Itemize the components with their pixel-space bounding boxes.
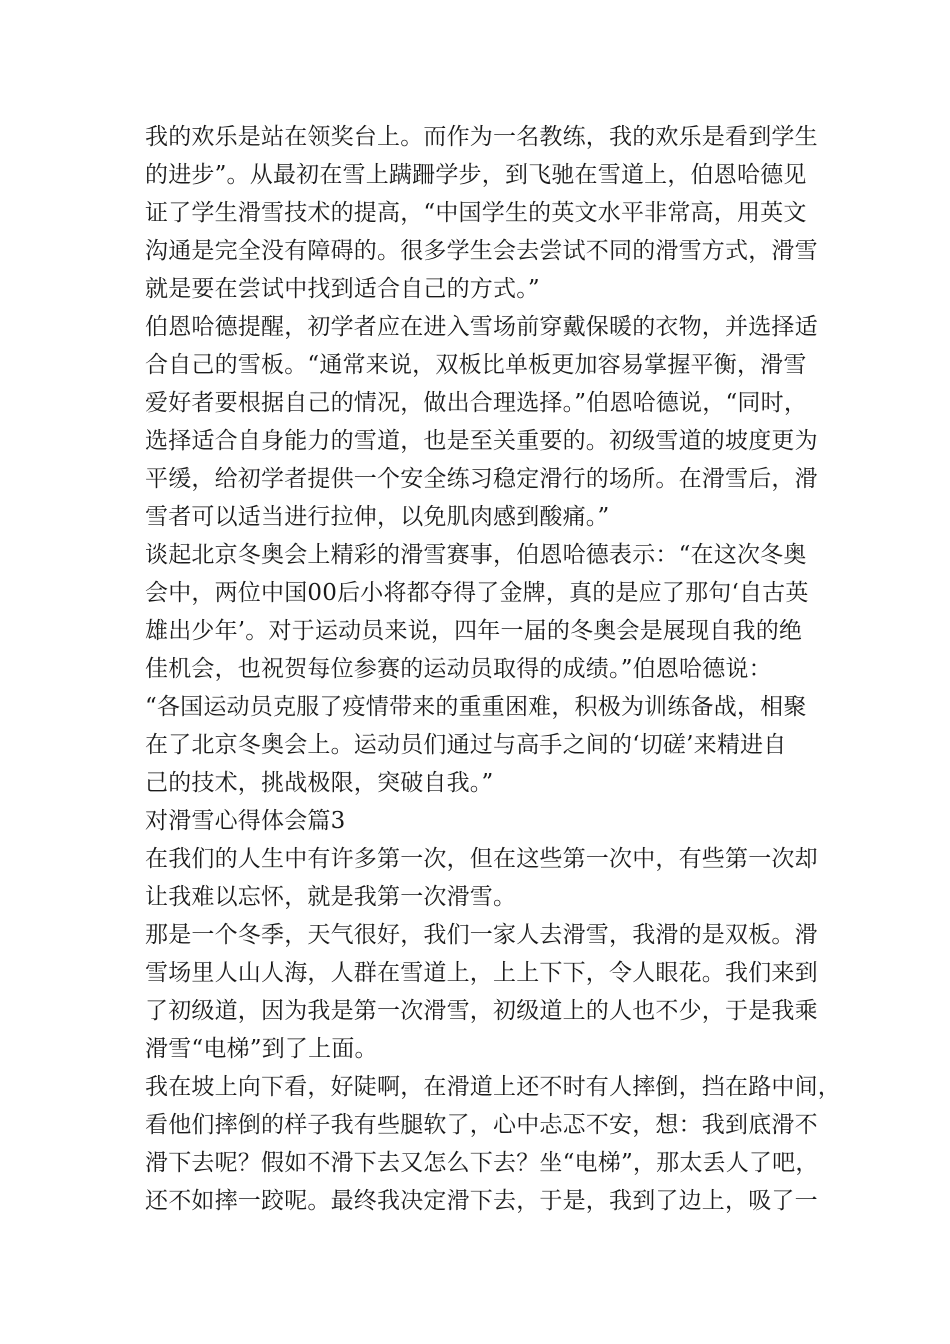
text-line: 谈起北京冬奥会上精彩的滑雪赛事，伯恩哈德表示：“在这次冬奥 <box>145 542 807 568</box>
text-line: 我的欢乐是站在领奖台上。而作为一名教练，我的欢乐是看到学生 <box>145 124 818 150</box>
text-line: 雄出少年’。对于运动员来说，四年一届的冬奥会是展现自我的绝 <box>145 618 803 644</box>
text-line: 雪场里人山人海，人群在雪道上，上上下下，令人眼花。我们来到 <box>145 960 818 986</box>
text-line: 平缓，给初学者提供一个安全练习稳定滑行的场所。在滑雪后，滑 <box>145 466 818 492</box>
text-line: 在我们的人生中有许多第一次，但在这些第一次中，有些第一次却 <box>145 846 818 872</box>
text-line: 会中，两位中国00后小将都夺得了金牌，真的是应了那句‘自古英 <box>145 580 809 606</box>
text-line: “各国运动员克服了疫情带来的重重困难，积极为训练备战，相聚 <box>145 694 807 720</box>
text-line: 沟通是完全没有障碍的。很多学生会去尝试不同的滑雪方式，滑雪 <box>145 238 818 264</box>
text-line: 就是要在尝试中找到适合自己的方式。” <box>145 276 540 302</box>
text-line: 的进步”。从最初在雪上蹒跚学步，到飞驰在雪道上，伯恩哈德见 <box>145 162 807 188</box>
text-line: 雪者可以适当进行拉伸，以免肌肉感到酸痛。” <box>145 504 610 530</box>
text-line: 那是一个冬季，天气很好，我们一家人去滑雪，我滑的是双板。滑 <box>145 922 818 948</box>
text-line: 己的技术，挑战极限，突破自我。” <box>145 770 494 796</box>
text-line: 滑下去呢？假如不滑下去又怎么下去？坐“电梯”，那太丢人了吧， <box>145 1150 819 1176</box>
text-line: 看他们摔倒的样子我有些腿软了，心中忐忑不安，想：我到底滑不 <box>145 1112 818 1138</box>
document-body <box>145 118 841 1220</box>
text-line: 了初级道，因为我是第一次滑雪，初级道上的人也不少，于是我乘 <box>145 998 818 1024</box>
text-line: 爱好者要根据自己的情况，做出合理选择。”伯恩哈德说，“同时， <box>145 390 808 416</box>
text-line: 伯恩哈德提醒，初学者应在进入雪场前穿戴保暖的衣物，并选择适 <box>145 314 818 340</box>
text-line: 选择适合自身能力的雪道，也是至关重要的。初级雪道的坡度更为 <box>145 428 818 454</box>
text-line: 在了北京冬奥会上。运动员们通过与高手之间的‘切磋’来精进自 <box>145 732 787 758</box>
text-line: 还不如摔一跤呢。最终我决定滑下去，于是，我到了边上，吸了一 <box>145 1188 818 1214</box>
text-line: 佳机会，也祝贺每位参赛的运动员取得的成绩。”伯恩哈德说： <box>145 656 772 682</box>
section-heading: 对滑雪心得体会篇3 <box>145 808 346 834</box>
text-line: 让我难以忘怀，就是我第一次滑雪。 <box>145 884 517 910</box>
text-line: 合自己的雪板。“通常来说，双板比单板更加容易掌握平衡，滑雪 <box>145 352 807 378</box>
text-line: 证了学生滑雪技术的提高，“中国学生的英文水平非常高，用英文 <box>145 200 807 226</box>
text-line: 滑雪“电梯”到了上面。 <box>145 1036 378 1062</box>
text-line: 我在坡上向下看，好陡啊，在滑道上还不时有人摔倒，挡在路中间， <box>145 1074 841 1100</box>
